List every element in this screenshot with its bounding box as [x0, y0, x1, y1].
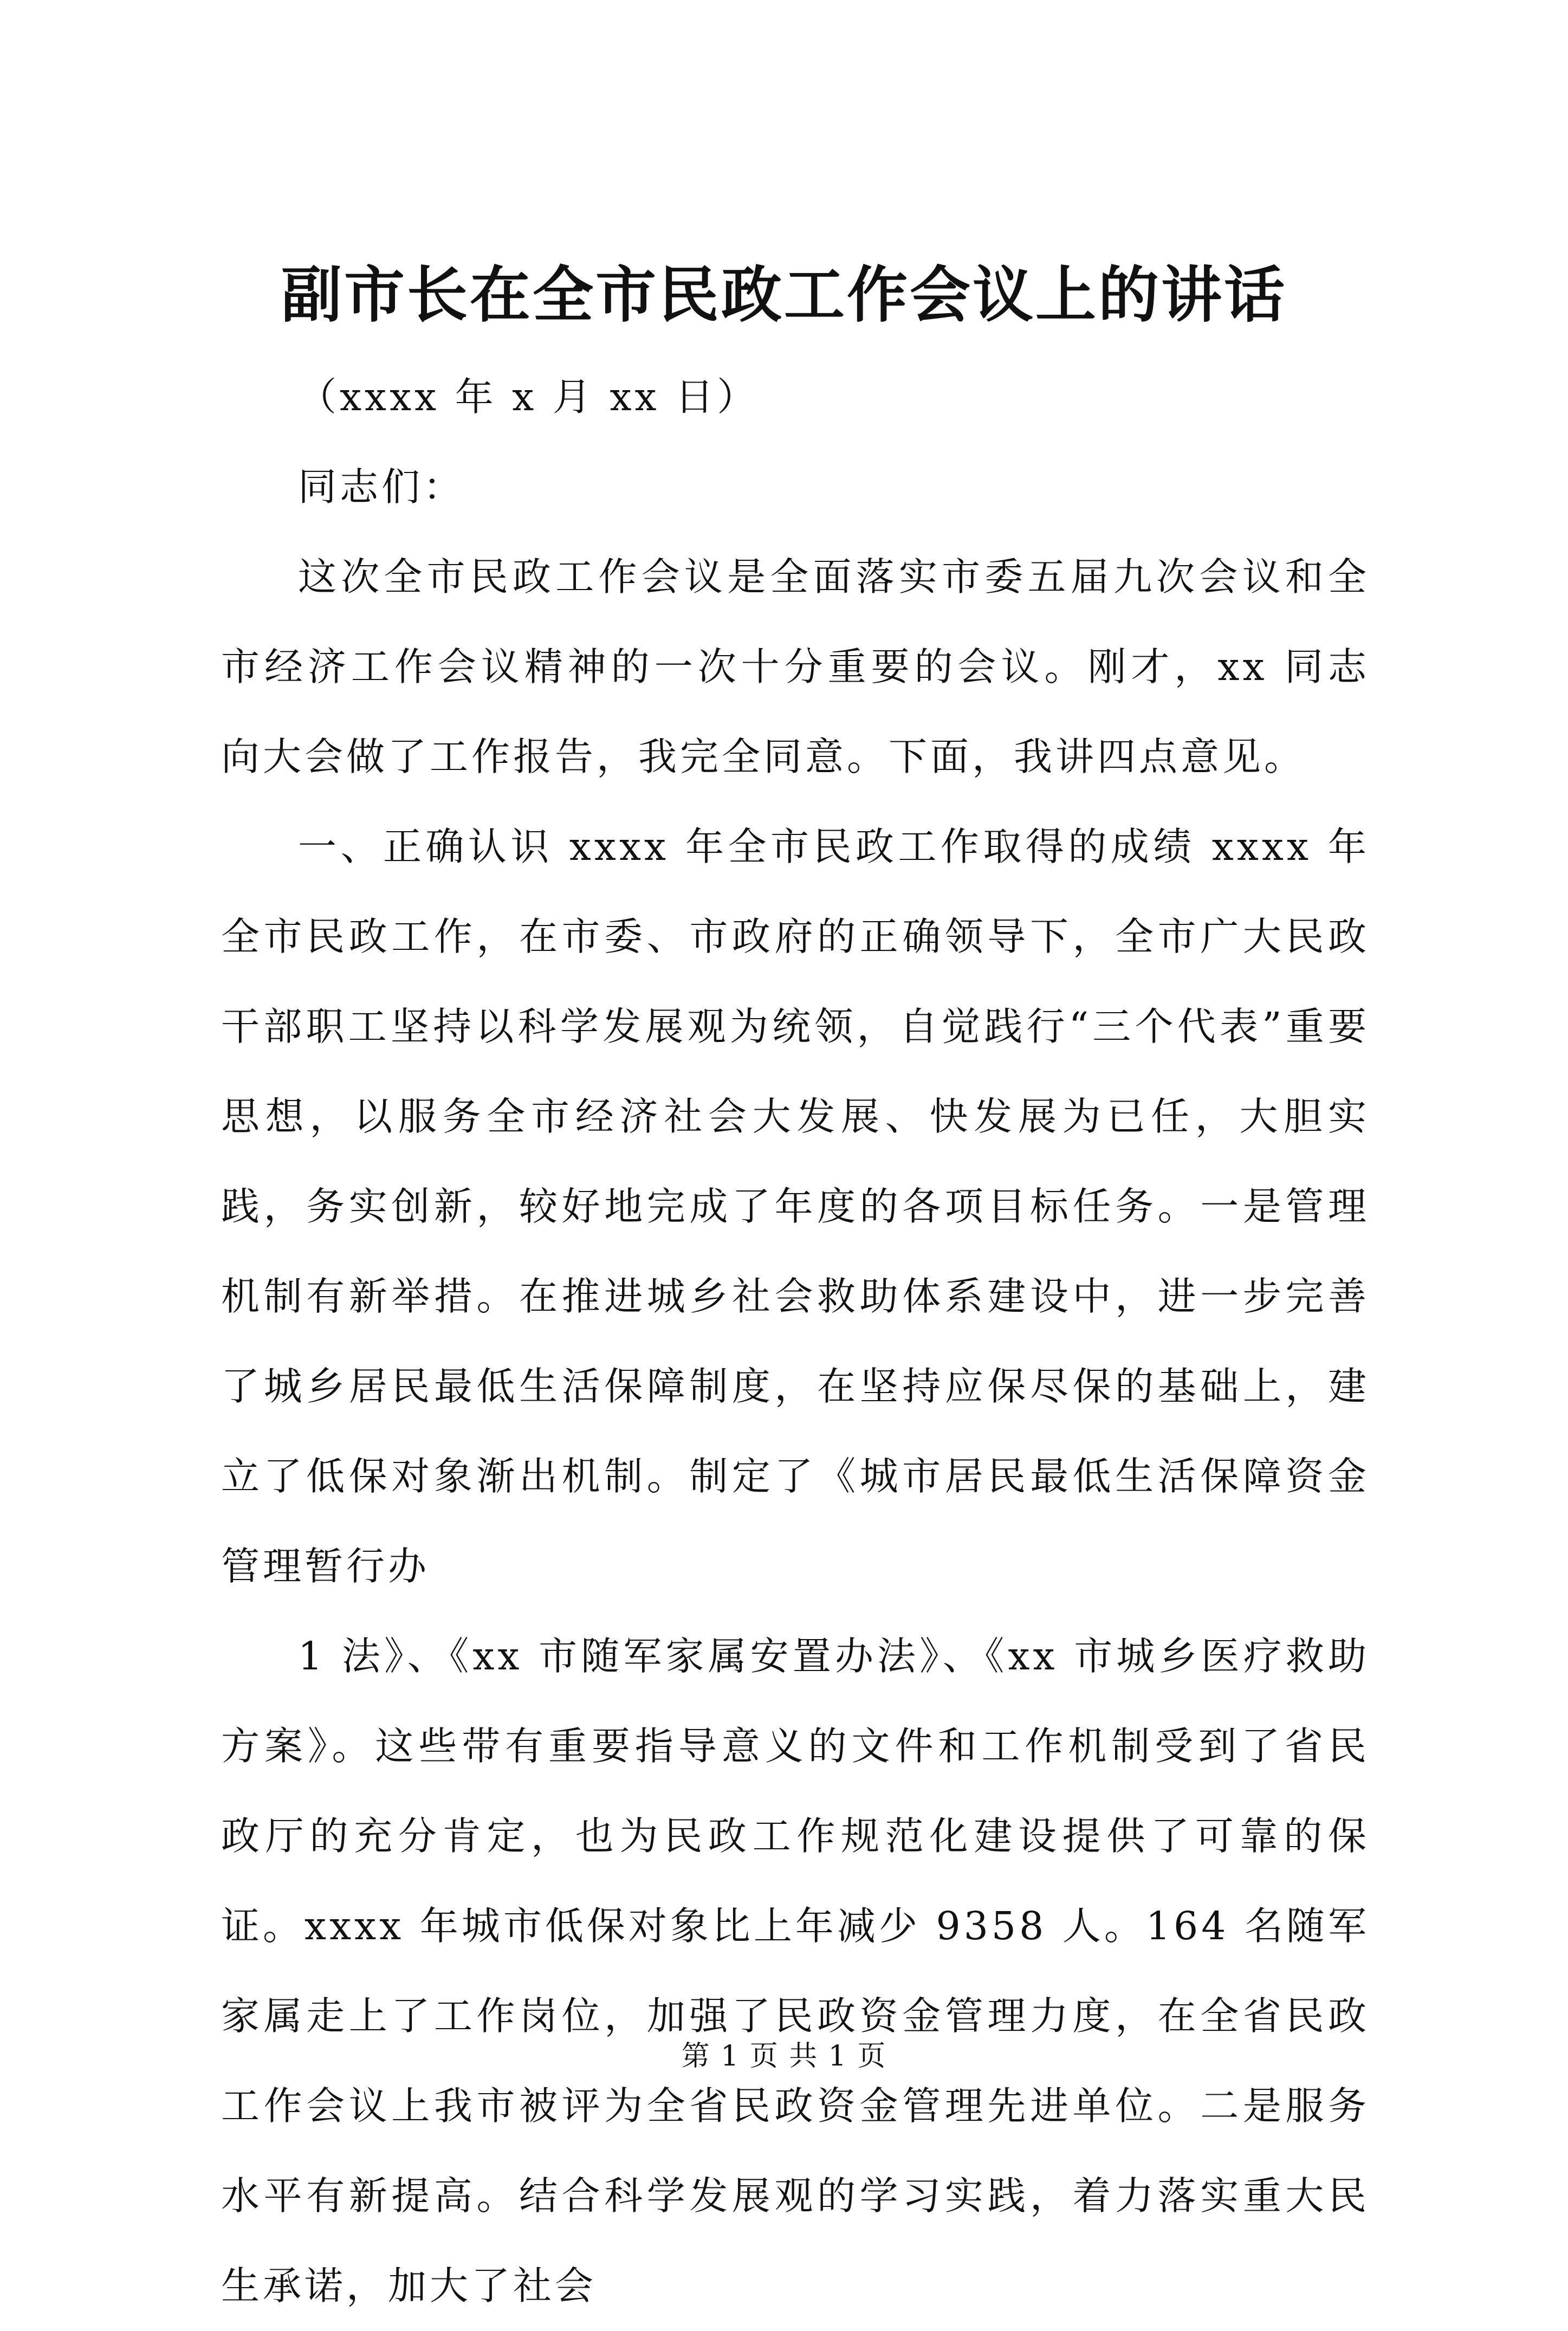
- document-body: [221, 352, 1370, 2331]
- paragraph-1: 这次全市民政工作会议是全面落实市委五届九次会议和全市经济工作会议精神的一次十分重要的会议。刚才，xx 同志向大会做了工作报告，我完全同意。下面，我讲四点意见。: [221, 554, 1370, 779]
- document-title: 副市长在全市民政工作会议上的讲话: [281, 260, 1287, 331]
- paragraph-2: 一、正确认识 xxxx 年全市民政工作取得的成绩 xxxx 年全市民政工作，在市委、市政府的正确领导下，全市广大民政干部职工坚持以科学发展观为统领，自觉践行“三个代表”重要思想，以服务全市经济社会大发展、快发展为已任，大胆实践，务实创新，较好地完成了年度的各项目标任务。一是管理机制有新举措。在推进城乡社会救助体系建设中，进一步完善了城乡居民最低生活保障制度，在坚持应保尽保的基础上，建立了低保对象渐出机制。制定了《城市居民最低生活保障资金管理暂行办: [221, 824, 1370, 1589]
- page-footer: 第 1 页 共 1 页: [681, 2040, 887, 2073]
- date-line: （xxxx 年 x 月 xx 日）: [298, 374, 759, 419]
- salutation: 同志们：: [298, 464, 465, 509]
- paragraph-3: 1 法》、《xx 市随军家属安置办法》、《xx 市城乡医疗救助方案》。这些带有重要指导意义的文件和工作机制受到了省民政厅的充分肯定，也为民政工作规范化建设提供了可靠的保证。xxxx 年城市低保对象比上年减少 9358 人。164 名随军家属走上了工作岗位，加强了民政资金管理力度，在全省民政工作会议上我市被评为全省民政资金管理先进单位。二是服务水平有新提高。结合科学发展观的学习实践，着力落实重大民生承诺，加大了社会: [221, 1634, 1370, 2308]
